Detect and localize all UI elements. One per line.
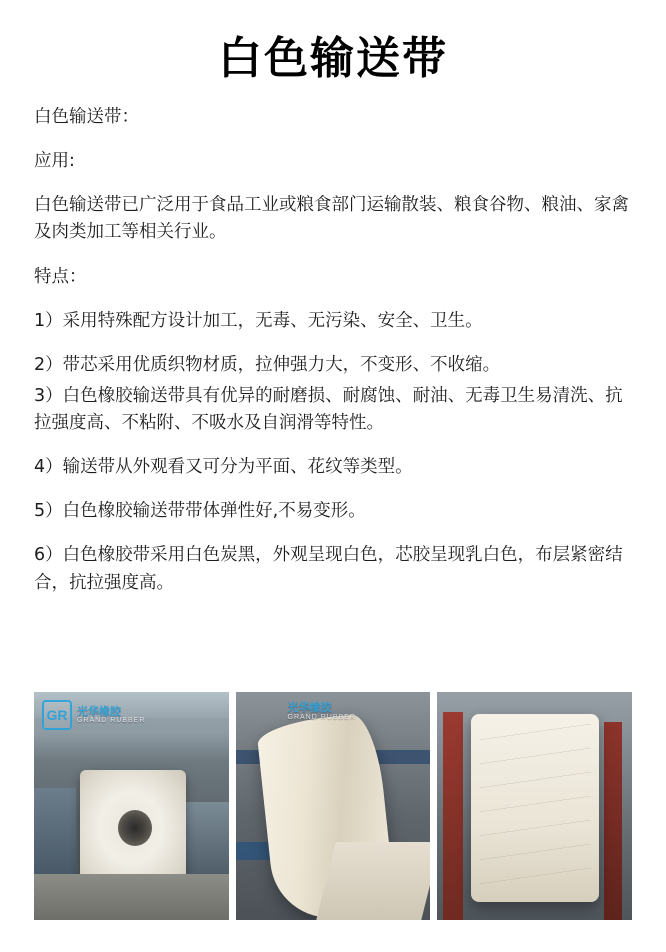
paragraph-feature-3: 3）白色橡胶输送带具有优异的耐磨损、耐腐蚀、耐油、无毒卫生易清洗、抗拉强度高、不粘附、不吸水及自润滑等特性。 xyxy=(34,385,623,433)
paragraph-heading-features: 特点： xyxy=(34,266,87,287)
document-page xyxy=(0,22,666,952)
page-title: 白色输送带 xyxy=(218,33,448,84)
chevron-belt-roll-shape xyxy=(471,714,599,902)
photo-cream-belt-sheet-in-factory xyxy=(236,692,431,920)
watermark-text xyxy=(288,702,356,721)
watermark-text xyxy=(77,706,145,725)
paragraph-feature-5: 5）白色橡胶输送带带体弹性好,不易变形。 xyxy=(34,501,366,522)
document-body xyxy=(0,104,666,597)
paragraph-feature-1: 1）采用特殊配方设计加工，无毒、无污染、安全、卫生。 xyxy=(34,310,483,331)
watermark-logo xyxy=(288,702,356,721)
roll-hub-shape xyxy=(118,810,152,846)
paragraph-heading-product: 白色输送带： xyxy=(34,107,139,127)
support-post-right-shape xyxy=(604,722,622,920)
watermark-text-cn: 光华橡胶 xyxy=(287,701,332,714)
watermark-text-en: GRAND RUBBER xyxy=(287,713,356,721)
photo-chevron-pattern-belt-roll xyxy=(437,692,632,920)
watermark-badge-icon: GR xyxy=(42,700,72,730)
photo-white-belt-roll-on-machine xyxy=(34,692,229,920)
product-photo-gallery xyxy=(34,692,632,920)
paragraph-heading-application: 应用: xyxy=(34,151,75,172)
paragraph-feature-4: 4）输送带从外观看又可分为平面、花纹等类型。 xyxy=(34,457,413,478)
belt-sheet-lower-shape xyxy=(316,842,430,920)
paragraph-application-text: 白色输送带已广泛用于食品工业或粮食部门运输散装、粮食谷物、粮油、家禽及肉类加工等相关行业。 xyxy=(34,195,629,243)
watermark-logo xyxy=(42,700,145,730)
support-post-left-shape xyxy=(443,712,463,920)
paragraph-feature-2: 2）带芯采用优质织物材质，拉伸强力大，不变形、不收缩。 xyxy=(34,354,501,375)
watermark-text-cn: 光华橡胶 xyxy=(77,704,121,718)
factory-floor-shape xyxy=(34,874,229,920)
paragraph-feature-6: 6）白色橡胶带采用白色炭黑，外观呈现白色，芯胶呈现乳白色，布层紧密结合，抗拉强度高。 xyxy=(34,545,623,593)
watermark-text-en: GRAND RUBBER xyxy=(77,717,146,725)
